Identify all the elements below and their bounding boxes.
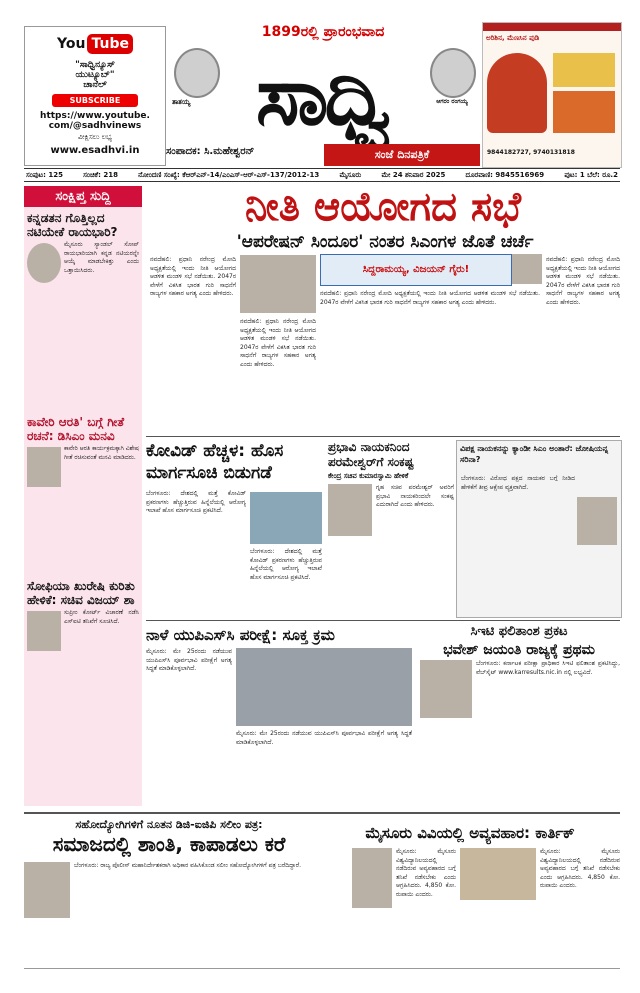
brief-title-1[interactable]: ಕನ್ನಡತನ ಗೊತ್ತಿಲ್ಲದ ನಟಿಯೇಕೆ ರಾಯಭಾರಿ? (27, 211, 118, 239)
turmeric-image (553, 53, 615, 87)
opposition-body: ಬೆಂಗಳೂರು: ವಿರೋಧ ಪಕ್ಷದ ನಾಯಕರ ಬಗ್ಗೆ ನೀಡಿದ ಹೇಳಿಕೆಗೆ ತೀವ್ರ ಆಕ್ಷೇಪ ವ್ಯಕ್ತವಾಗಿದೆ. (461, 475, 575, 491)
youtube-url-1[interactable]: https://www.youtube. (40, 111, 150, 121)
ministers-photo (328, 484, 372, 536)
youtube-note: ವೀಕ್ಷಿಸಲು ಲಭ್ಯ (78, 133, 112, 141)
result-photo (420, 660, 472, 718)
youtube-logo (55, 31, 135, 57)
footer-rule (24, 968, 620, 979)
ministers-kicker: ಕೇಂದ್ರ ಸಚಿವ ಕುಮಾರಸ್ವಾಮಿ ಹೇಳಿಕೆ (328, 472, 409, 480)
opposition-photo (577, 497, 617, 545)
founder-photo-right (430, 48, 476, 98)
muda-body-1: ಮೈಸೂರು: ಮೈಸೂರು ವಿಶ್ವವಿದ್ಯಾನಿಲಯದಲ್ಲಿ ನಡೆದಿರುವ ಅವ್ಯವಹಾರದ ಬಗ್ಗೆ ತನಿಖೆ ನಡೆಸಬೇಕು ಎಂದು ಆಗ್ರಹಿಸಿದರು. 4,850 ಕೋ. ರುಪಾಯಿ ಎಂದರು. (396, 848, 456, 898)
lead-headline[interactable]: ನೀತಿ ಆಯೋಗದ ಸಭೆ (244, 183, 521, 230)
youtube-ad[interactable] (24, 26, 166, 166)
price: ಪುಟ: 1 ಬೆಲೆ: ರೂ.2 (564, 170, 618, 179)
ministers-headline[interactable]: ಪ್ರಭಾವಿ ನಾಯಕನಿಂದ ಪರಮೇಶ್ವರ್‌ಗೆ ಸಂಕಷ್ಟ (328, 440, 414, 469)
upsc-body-1: ಮೈಸೂರು: ಮೇ 25ರಂದು ನಡೆಯುವ ಯುಪಿಎಸ್‌ಸಿ ಪೂರ್ವಭಾವಿ ಪರೀಕ್ಷೆಗೆ ಅಗತ್ಯ ಸಿದ್ಧತೆ ಮಾಡಿಕೊಳ್ಳಲಾಗಿದೆ. (146, 648, 232, 672)
lead-side-banner: ಸಿದ್ದರಾಮಯ್ಯ, ವಿಜಯನ್ ಗೈರು! (320, 254, 512, 286)
founder-caption-right: ಆಗರಂ ರಂಗಯ್ಯ (436, 98, 468, 105)
muda-headline[interactable]: ಮೈಸೂರು ವಿವಿಯಲ್ಲಿ ಅವ್ಯವಹಾರ: ಕಾರ್ತಿಕ್ (365, 824, 575, 842)
brief-body-2: ಕಾವೇರಿ ಆರತಿ ಕಾರ್ಯಕ್ರಮಕ್ಕಾಗಿ ವಿಶೇಷ ಗೀತೆ ರಚಿಸುವಂತೆ ಮನವಿ ಮಾಡಿದರು. (64, 445, 139, 461)
covid-headline[interactable]: ಕೋವಿಡ್ ಹೆಚ್ಚಳ: ಹೊಸ ಮಾರ್ಗಸೂಚಿ ಬಿಡುಗಡೆ (146, 441, 284, 483)
editor-line: ಸಂಪಾದಕ: ಸಿ.ಮಹೇಶ್ವರನ್ (166, 146, 326, 157)
result-body: ಬೆಂಗಳೂರು: ಕರ್ನಾಟಕ ಪರೀಕ್ಷಾ ಪ್ರಾಧಿಕಾರ ಸಿಇಟಿ ಫಲಿತಾಂಶ ಪ್ರಕಟಿಸಿದ್ದು, ವೆಬ್‌ಸೈಟ್ www.karresults.nic.in ನಲ್ಲಿ ಲಭ್ಯವಿದೆ. (476, 660, 620, 676)
issue: ಸಂಚಿಕೆ: 218 (83, 170, 118, 179)
result-headline-1[interactable]: ಸಿಇಟಿ ಫಲಿತಾಂಶ ಪ್ರಕಟ (470, 624, 568, 639)
peace-headline[interactable]: ಸಮಾಜದಲ್ಲಿ ಶಾಂತಿ, ಕಾಪಾಡಲು ಕರೆ (52, 832, 286, 856)
covid-photo (250, 492, 322, 544)
divider-bottom (24, 812, 620, 814)
upsc-body-2: ಮೈಸೂರು: ಮೇ 25ರಂದು ನಡೆಯುವ ಯುಪಿಎಸ್‌ಸಿ ಪೂರ್ವಭಾವಿ ಪರೀಕ್ಷೆಗೆ ಅಗತ್ಯ ಸಿದ್ಧತೆ ಮಾಡಿಕೊಳ್ಳಲಾಗಿದೆ. (236, 730, 412, 746)
lead-photo (240, 255, 316, 313)
brief-photo-1 (27, 243, 61, 283)
youtube-logo-tube: Tube (87, 34, 133, 54)
ad-top-band (483, 23, 621, 31)
covid-body-1: ಬೆಂಗಳೂರು: ದೇಶದಲ್ಲಿ ಮತ್ತೆ ಕೋವಿಡ್ ಪ್ರಕರಣಗಳು ಹೆಚ್ಚುತ್ತಿರುವ ಹಿನ್ನೆಲೆಯಲ್ಲಿ ಆರೋಗ್ಯ ಇಲಾಖೆ ಹೊಸ ಮಾರ್ಗಸೂಚಿ ಪ್ರಕಟಿಸಿದೆ. (146, 490, 246, 514)
phone: ದೂರವಾಣಿ: 9845516969 (465, 170, 545, 179)
newspaper-logo: ಸಾಧ್ವಿ (255, 48, 389, 144)
briefs-header: ಸಂಕ್ಷಿಪ್ತ ಸುದ್ದಿ (24, 186, 142, 207)
date: ಮೇ 24 ಶನಿವಾರ 2025 (381, 170, 446, 179)
divider-mid (146, 620, 620, 621)
brief-title-2[interactable]: ಕಾವೇರಿ ಆರತಿ' ಬಗ್ಗೆ ಗೀತೆ ರಚನೆ: ಡಿಸಿಎಂ ಮನವಿ (27, 415, 125, 443)
subscribe-button[interactable]: SUBSCRIBE (52, 94, 138, 107)
peace-photo (24, 862, 70, 918)
issue-info-bar (24, 168, 620, 182)
city: ಮೈಸೂರು (339, 170, 362, 179)
channel-line-2: ಯುಟ್ಯೂಬ್" (75, 70, 115, 80)
muda-body-2: ಮೈಸೂರು: ಮೈಸೂರು ವಿಶ್ವವಿದ್ಯಾನಿಲಯದಲ್ಲಿ ನಡೆದಿರುವ ಅವ್ಯವಹಾರದ ಬಗ್ಗೆ ತನಿಖೆ ನಡೆಸಬೇಕು ಎಂದು ಆಗ್ರಹಿಸಿದರು. 4,850 ಕೋ. ರುಪಾಯಿ ಎಂದರು. (540, 848, 620, 889)
lead-body-col-2: ನವದೆಹಲಿ: ಪ್ರಧಾನಿ ನರೇಂದ್ರ ಮೋದಿ ಅಧ್ಯಕ್ಷತೆಯಲ್ಲಿ ಇಂದು ನೀತಿ ಆಯೋಗದ ಆಡಳಿತ ಮಂಡಳಿ ಸಭೆ ನಡೆಯಿತು. 2047ರ ವೇಳೆಗೆ ವಿಕಸಿತ ಭಾರತ ಗುರಿ ಸಾಧನೆಗೆ ರಾಜ್ಯಗಳ ಸಹಕಾರ ಅಗತ್ಯ ಎಂದು ಹೇಳಿದರು. (240, 318, 316, 368)
masthead-tagline: 1899ರಲ್ಲಿ ಪ್ರಾರಂಭವಾದ (261, 24, 385, 40)
lead-subhead: 'ಆಪರೇಷನ್ ಸಿಂದೂರ' ನಂತರ ಸಿಎಂಗಳ ಜೊತೆ ಚರ್ಚೆ (236, 232, 534, 252)
brief-photo-2 (27, 447, 61, 487)
brief-title-3[interactable]: ಸೋಫಿಯಾ ಖುರೇಷಿ ಕುರಿತು ಹೇಳಿಕೆ: ಸಚಿವ ವಿಜಯ್ ಶಾ (27, 579, 135, 607)
brief-body-1: ಮೈಸೂರು ಸ್ಯಾಂಡಲ್ ಸೋಪ್ ರಾಯಭಾರಿಯಾಗಿ ಕನ್ನಡ ನಟಿಯರನ್ನೇ ಆಯ್ಕೆ ಮಾಡಬೇಕಿತ್ತು ಎಂದು ಒತ್ತಾಯಿಸಿದರು. (64, 241, 139, 274)
cm-photo (512, 254, 542, 284)
result-headline-2[interactable]: ಭವೇಶ್ ಜಯಂತಿ ರಾಜ್ಯಕ್ಕೆ ಪ್ರಥಮ (443, 642, 595, 658)
youtube-url-2[interactable]: com/@sadhvinews (48, 121, 142, 131)
channel-line-1: "ಸಾಧ್ವಿನ್ಯೂಸ್ (75, 60, 115, 70)
ad-title: ಅರಿಶಿನ, ಮೆಣಸಿನ ಪುಡಿ (486, 34, 540, 42)
powder-image (553, 91, 615, 133)
opposition-box (456, 440, 622, 618)
peace-kicker: ಸಹೋದ್ಯೋಗಿಗಳಿಗೆ ನೂತನ ಡಿಜಿ-ಐಜಿಪಿ ಸಲೀಂ ಪತ್ರ: (75, 818, 263, 831)
brief-body-3: ಸುಪ್ರೀಂ ಕೋರ್ಟ್ ವಿಚಾರಣೆ ನಡೆಸಿ ಎಸ್‌ಐಟಿ ತನಿಖೆಗೆ ಸೂಚಿಸಿದೆ. (64, 609, 139, 625)
covid-body-2: ಬೆಂಗಳೂರು: ದೇಶದಲ್ಲಿ ಮತ್ತೆ ಕೋವಿಡ್ ಪ್ರಕರಣಗಳು ಹೆಚ್ಚುತ್ತಿರುವ ಹಿನ್ನೆಲೆಯಲ್ಲಿ ಆರೋಗ್ಯ ಇಲಾಖೆ ಹೊಸ ಮಾರ್ಗಸೂಚಿ ಪ್ರಕಟಿಸಿದೆ. (250, 548, 322, 581)
youtube-logo-you: You (57, 36, 86, 52)
peace-body: ಬೆಂಗಳೂರು: ರಾಜ್ಯ ಪೊಲೀಸ್ ಮಹಾನಿರ್ದೇಶಕರಾಗಿ ಅಧಿಕಾರ ವಹಿಸಿಕೊಂಡ ಸಲೀಂ ಸಹೋದ್ಯೋಗಿಗಳಿಗೆ ಪತ್ರ ಬರೆದಿದ್ದಾರೆ. (74, 862, 302, 869)
registration: ನೋಂದಣಿ ಸಂಖ್ಯೆ: ಕೆಆರ್‌ಎನ್-14/ಎಂಎಸ್-ಆರ್-ಎಸ್-137/2012-13 (138, 170, 320, 179)
masthead (168, 24, 478, 166)
ministers-body: ಗೃಹ ಸಚಿವ ಪರಮೇಶ್ವರ್ ಅವರಿಗೆ ಪ್ರಭಾವಿ ನಾಯಕರಿಂದಲೇ ಸಂಕಷ್ಟ ಎದುರಾಗಿದೆ ಎಂದು ಹೇಳಿದರು. (376, 484, 454, 508)
divider-lead (146, 436, 620, 437)
opposition-headline[interactable]: ವಿಪಕ್ಷ ನಾಯಕನನ್ನು ಕ್ಯಾಂಡೀ ಸಿಎಂ ಅಂತಾರೆ: ಜೋಷಿಯನ್ನ ಸರಿನಾ? (460, 444, 609, 464)
briefs-column (24, 186, 142, 806)
website-link[interactable]: www.esadhvi.in (50, 145, 140, 156)
evening-daily-band: ಸಂಜೆ ದಿನಪತ್ರಿಕೆ (324, 144, 480, 166)
lead-body-col-1: ನವದೆಹಲಿ: ಪ್ರಧಾನಿ ನರೇಂದ್ರ ಮೋದಿ ಅಧ್ಯಕ್ಷತೆಯಲ್ಲಿ ಇಂದು ನೀತಿ ಆಯೋಗದ ಆಡಳಿತ ಮಂಡಳಿ ಸಭೆ ನಡೆಯಿತು. 2047ರ ವೇಳೆಗೆ ವಿಕಸಿತ ಭಾರತ ಗುರಿ ಸಾಧನೆಗೆ ರಾಜ್ಯಗಳ ಸಹಕಾರ ಅಗತ್ಯ ಎಂದು ಹೇಳಿದರು. (150, 256, 236, 297)
brief-photo-3 (27, 611, 61, 651)
university-building-photo (460, 848, 536, 900)
lead-body-col-4: ನವದೆಹಲಿ: ಪ್ರಧಾನಿ ನರೇಂದ್ರ ಮೋದಿ ಅಧ್ಯಕ್ಷತೆಯಲ್ಲಿ ಇಂದು ನೀತಿ ಆಯೋಗದ ಆಡಳಿತ ಮಂಡಳಿ ಸಭೆ ನಡೆಯಿತು. 2047ರ ವೇಳೆಗೆ ವಿಕಸಿತ ಭಾರತ ಗುರಿ ಸಾಧನೆಗೆ ರಾಜ್ಯಗಳ ಸಹಕಾರ ಅಗತ್ಯ ಎಂದು ಹೇಳಿದರು. (546, 256, 620, 306)
spice-ad[interactable] (482, 22, 622, 168)
channel-line-3: ಚಾನೆಲ್ (83, 80, 107, 90)
muda-person-photo (352, 848, 392, 908)
upsc-headline[interactable]: ನಾಳೆ ಯುಪಿಎಸ್‌ಸಿ ಪರೀಕ್ಷೆ: ಸೂಕ್ತ ಕ್ರಮ (146, 626, 335, 644)
founder-caption-left: ತಾತಯ್ಯ (172, 98, 191, 106)
chili-image (487, 53, 547, 133)
ad-phone: 9844182727, 9740131818 (487, 149, 575, 156)
upsc-photo (236, 648, 412, 726)
volume: ಸಂಪುಟ: 125 (26, 170, 63, 179)
lead-body-col-3: ನವದೆಹಲಿ: ಪ್ರಧಾನಿ ನರೇಂದ್ರ ಮೋದಿ ಅಧ್ಯಕ್ಷತೆಯಲ್ಲಿ ಇಂದು ನೀತಿ ಆಯೋಗದ ಆಡಳಿತ ಮಂಡಳಿ ಸಭೆ ನಡೆಯಿತು. 2047ರ ವೇಳೆಗೆ ವಿಕಸಿತ ಭಾರತ ಗುರಿ ಸಾಧನೆಗೆ ರಾಜ್ಯಗಳ ಸಹಕಾರ ಅಗತ್ಯ ಎಂದು ಹೇಳಿದರು. (320, 290, 540, 306)
